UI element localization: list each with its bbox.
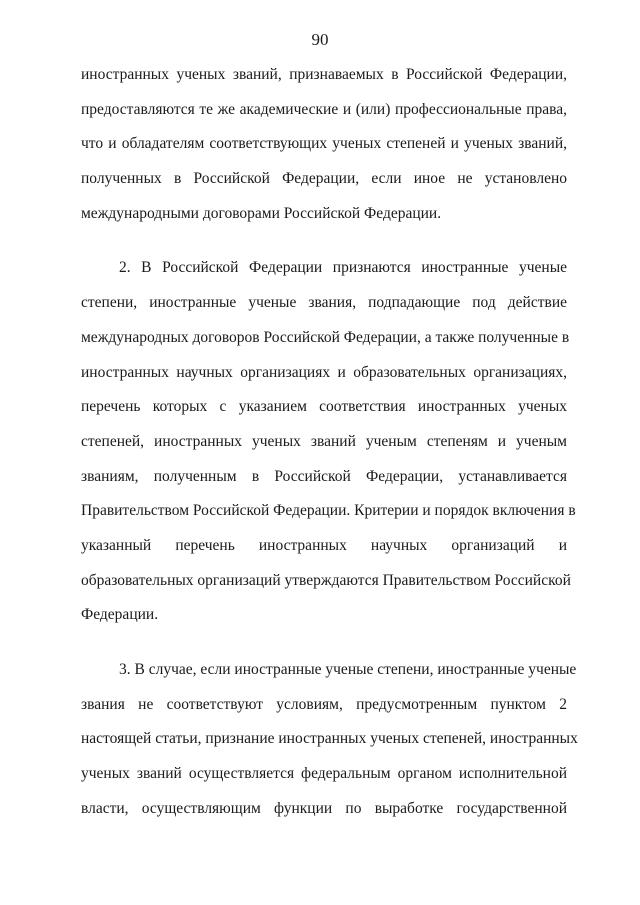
page-number: 90 xyxy=(311,30,329,49)
text-line: полученных в Российской Федерации, если иное не установлено xyxy=(81,170,567,188)
text-line: иностранных ученых званий, признаваемых в Российской Федерации, xyxy=(81,66,567,83)
text-line: перечень которых с указанием соответствия иностранных ученых xyxy=(81,398,567,416)
text-line: ученых званий осуществляется федеральным органом исполнительной xyxy=(81,765,567,783)
text-line: званиям, полученным в Российской Федерации, устанавливается xyxy=(81,467,567,485)
text-line: настоящей статьи, признание иностранных ученых степеней, иностранных xyxy=(81,730,578,748)
text-line: указанный перечень иностранных научных организаций и xyxy=(81,536,567,554)
text-line: международных договоров Российской Федерации, а также полученные в xyxy=(81,328,570,346)
document-body xyxy=(81,58,578,826)
text-line: 2. В Российской Федерации признаются иностранные ученые xyxy=(119,259,567,277)
paragraph xyxy=(81,653,578,826)
text-line: предоставляются те же академические и (или) профессиональные права, xyxy=(81,100,567,118)
paragraph-gap xyxy=(81,231,567,251)
text-line: что и обладателям соответствующих ученых степеней и ученых званий, xyxy=(81,135,567,153)
text-line: степеней, иностранных ученых званий ученым степеням и ученым xyxy=(81,432,567,450)
text-line: Федерации. xyxy=(81,606,159,624)
text-line: власти, осуществляющим функции по выработке государственной xyxy=(81,799,567,817)
text-line: международными договорами Российской Федерации. xyxy=(81,204,442,222)
text-line: звания не соответствуют условиям, предусмотренным пунктом 2 xyxy=(81,695,567,713)
text-line: 3. В случае, если иностранные ученые степени, иностранные ученые xyxy=(119,661,577,678)
text-line: степени, иностранные ученые звания, подпадающие под действие xyxy=(81,294,567,312)
text-line: Правительством Российской Федерации. Критерии и порядок включения в xyxy=(81,502,576,520)
text-line: образовательных организаций утверждаются Правительством Российской xyxy=(81,571,571,589)
paragraph xyxy=(81,251,576,633)
text-line: иностранных научных организациях и образовательных организациях, xyxy=(81,363,567,381)
paragraph xyxy=(81,58,567,231)
paragraph-gap xyxy=(81,633,567,653)
